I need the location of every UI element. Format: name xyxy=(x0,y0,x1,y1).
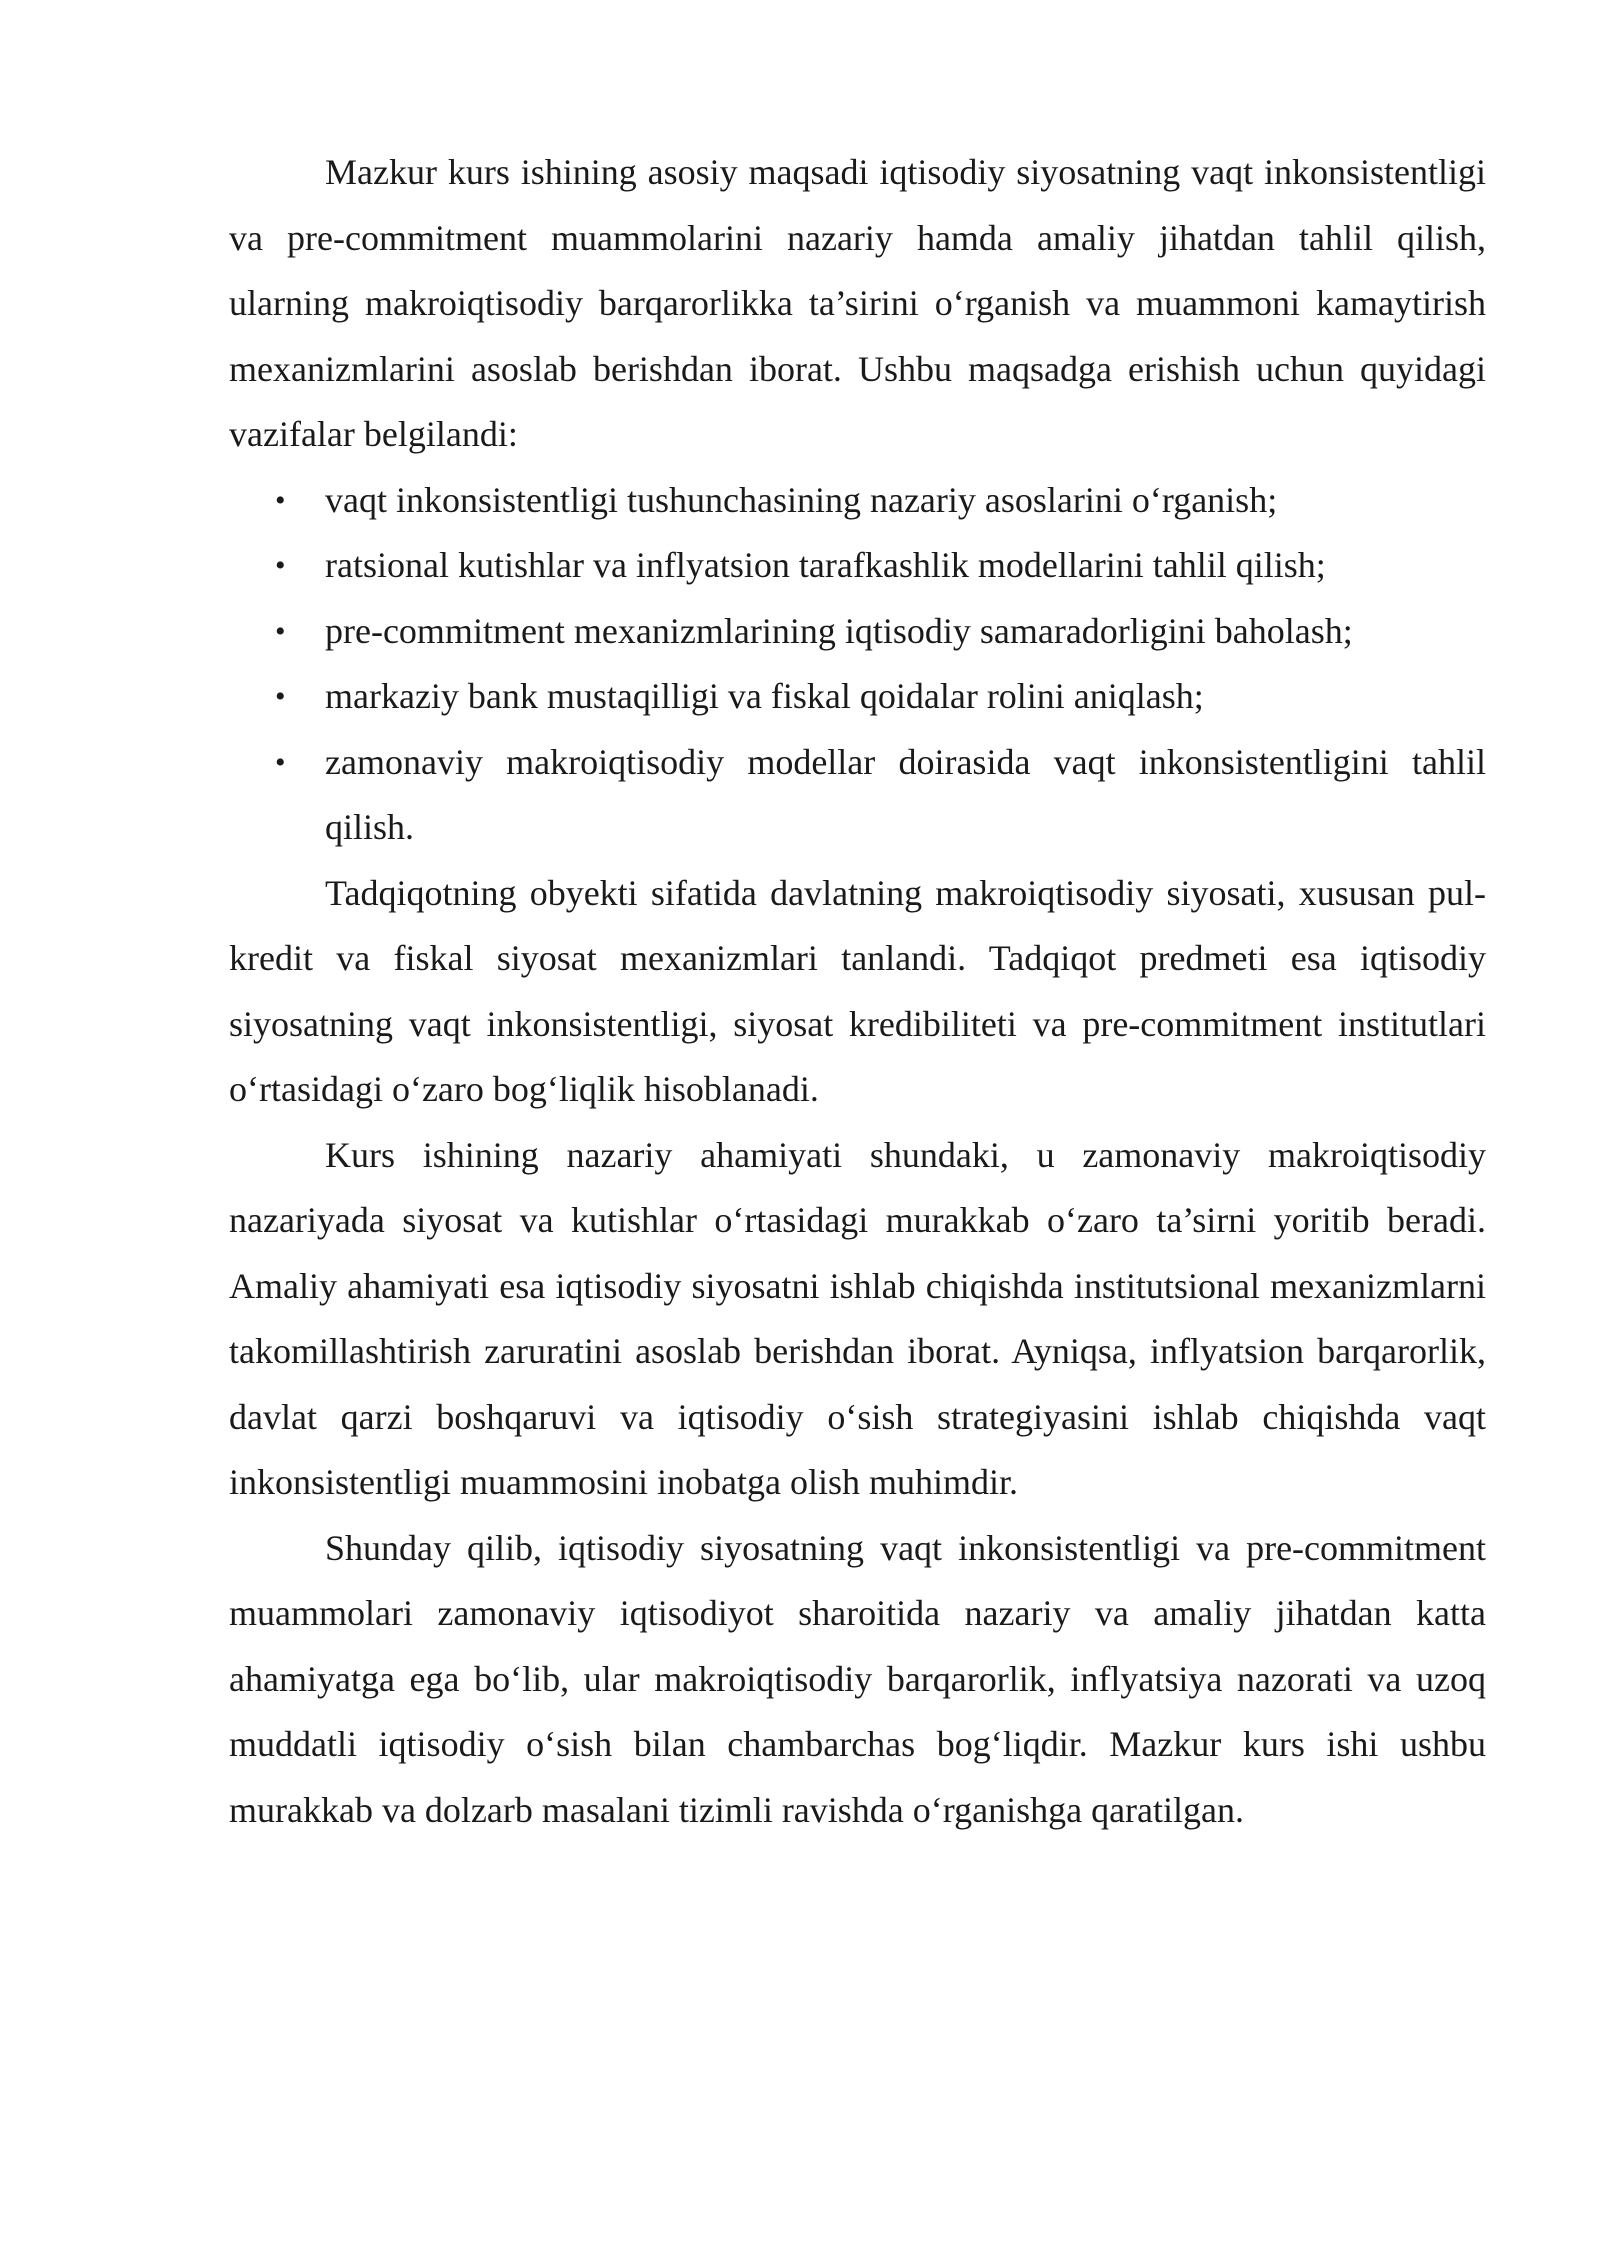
list-item xyxy=(229,664,1486,730)
bullet-icon: • xyxy=(275,680,286,713)
bullet-icon: • xyxy=(275,483,286,517)
bullet-icon: • xyxy=(275,614,286,648)
list-item xyxy=(229,533,1486,599)
bullet-icon: • xyxy=(275,549,286,582)
object-paragraph: Tadqiqotning obyekti sifatida davlatning makroiqtisodiy siyosati, xususan pul-kredit va fiskal siyosat mexanizmlari tanlandi. Tadqiqot predmeti esa iqtisodiy siyosatning vaqt inkonsistentligi, siyosat kredibiliteti va pre-commitment institutlari o‘rtasidagi o‘zaro bog‘liqlik hisoblanadi. xyxy=(229,872,1486,1109)
list-item xyxy=(229,599,1486,665)
bullet-icon: • xyxy=(275,745,286,779)
document-body xyxy=(229,140,1486,1843)
conclusion-paragraph: Shunday qilib, iqtisodiy siyosatning vaqt inkonsistentligi va pre-commitment muammolari zamonaviy iqtisodiyot sharoitida nazariy va amaliy jihatdan katta ahamiyatga ega bo‘lib, ular makroiqtisodiy barqarorlik, inflyatsiya nazorati va uzoq muddatli iqtisodiy o‘sish bilan chambarchas bog‘liqdir. Mazkur kurs ishi ushbu murakkab va dolzarb masalani tizimli ravishda o‘rganishga qaratilgan. xyxy=(229,1527,1486,1830)
task-text: ratsional kutishlar va inflyatsion tarafkashlik modellarini tahlil qilish; xyxy=(325,545,1326,585)
tasks-list xyxy=(229,468,1486,861)
task-text: vaqt inkonsistentligi tushunchasining nazariy asoslarini o‘rganish; xyxy=(325,479,1278,520)
significance-paragraph: Kurs ishining nazariy ahamiyati shundaki, u zamonaviy makroiqtisodiy nazariyada siyosat va kutishlar o‘rtasidagi murakkab o‘zaro ta’sirni yoritib beradi. Amaliy ahamiyati esa iqtisodiy siyosatni ishlab chiqishda institutsional mexanizmlarni takomillashtirish zaruratini asoslab berishdan iborat. Ayniqsa, inflyatsion barqarorlik, davlat qarzi boshqaruvi va iqtisodiy o‘sish strategiyasini ishlab chiqishda vaqt inkonsistentligi muammosini inobatga olish muhimdir. xyxy=(229,1134,1486,1502)
intro-paragraph: Mazkur kurs ishining asosiy maqsadi iqtisodiy siyosatning vaqt inkonsistentligi va pre-commitment muammolarini nazariy hamda amaliy jihatdan tahlil qilish, ularning makroiqtisodiy barqarorlikka ta’sirini o‘rganish va muammoni kamaytirish mexanizmlarini asoslab berishdan iborat. Ushbu maqsadga erishish uchun quyidagi vazifalar belgilandi: xyxy=(229,152,1486,454)
task-text: pre-commitment mexanizmlarining iqtisodiy samaradorligini baholash; xyxy=(325,610,1353,651)
task-text: zamonaviy makroiqtisodiy modellar doirasida vaqt inkonsistentligini tahlil qilish. xyxy=(325,741,1486,847)
list-item xyxy=(229,468,1486,534)
task-text: markaziy bank mustaqilligi va fiskal qoidalar rolini aniqlash; xyxy=(325,676,1204,716)
list-item xyxy=(229,730,1486,861)
